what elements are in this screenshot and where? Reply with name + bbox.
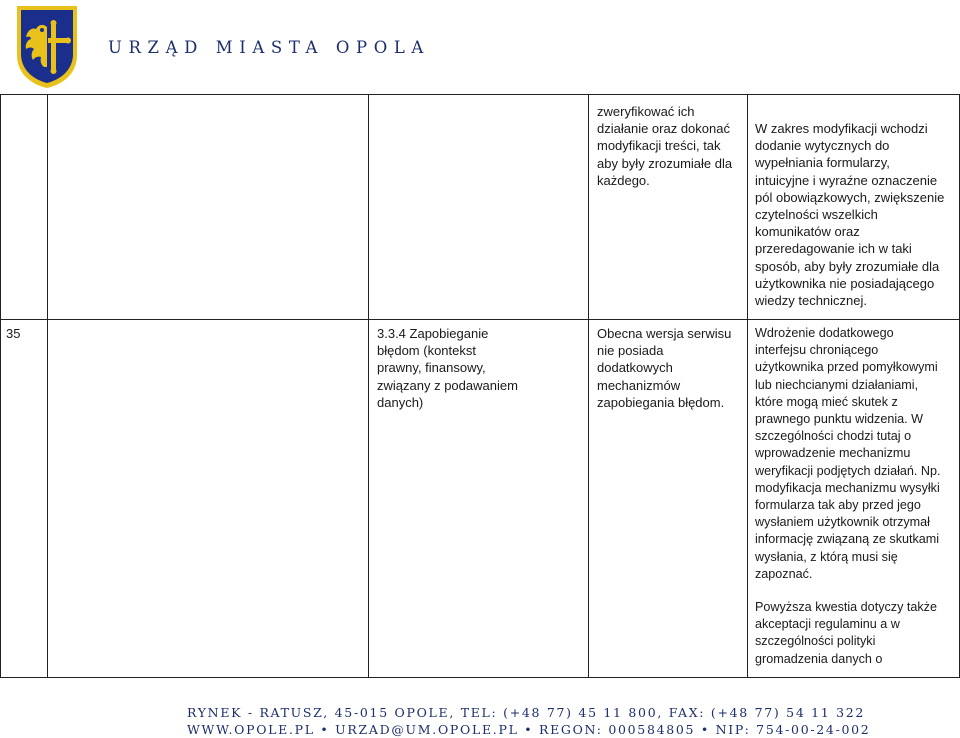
table-cell-recommendation-row-2: Wdrożenie dodatkowego interfejsu chroniącego użytkownika przed pomyłkowymi lub niechcianymi działaniami, które mogą mieć skutek z prawnego punktu widzenia. W szczególności chodzi tutaj o wprowadzenie mechanizmu weryfikacji podjętych działań. Np. modyfikacja mechanizmu wysyłki formularza tak aby przed jego wysłaniem użytkownik otrzymał informację związaną ze skutkami wysłania, z którą musi się zapoznać.	[755, 326, 941, 581]
footer-contact-line: WWW.OPOLE.PL • URZAD@UM.OPOLE.PL • REGON: 000584805 • NIP: 754-00-24-002	[187, 722, 871, 737]
footer-address-line: RYNEK - RATUSZ, 45-015 OPOLE, TEL: (+48 77) 45 11 800, FAX: (+48 77) 54 11 322	[187, 705, 866, 720]
header-title: URZĄD MIASTA OPOLA	[108, 38, 430, 57]
table-cell-current-state-row-1: zweryfikować ich działanie oraz dokonać modyfikacji treści, tak aby były zrozumiałe dla każdego.	[597, 104, 733, 188]
table-cell-recommendation-row-1: W zakres modyfikacji wchodzi dodanie wytycznych do wypełniania formularzy, intuicyjne i wyraźne oznaczenie pól obowiązkowych, zwiększenie czytelności wszelkich komunikatów oraz przeredagowanie ich w taki sposób, aby były zrozumiałe dla użytkownika nie posiadającego wiedzy technicznej.	[755, 121, 945, 309]
table-cell-number-row-2: 35	[6, 326, 21, 341]
recommendations-table	[0, 94, 960, 678]
table-cell-item-row-2: 3.3.4 Zapobieganie błędom (kontekst prawny, finansowy, związany z podawaniem danych)	[377, 326, 518, 410]
table-cell-recommendation-row-2-continued: Powyższa kwestia dotyczy także akceptacji regulaminu a w szczególności polityki gromadzenia danych o	[755, 600, 937, 666]
table-cell-current-state-row-2: Obecna wersja serwisu nie posiada dodatkowych mechanizmów zapobiegania błędom.	[597, 326, 732, 410]
opole-coat-of-arms-logo	[16, 5, 78, 89]
